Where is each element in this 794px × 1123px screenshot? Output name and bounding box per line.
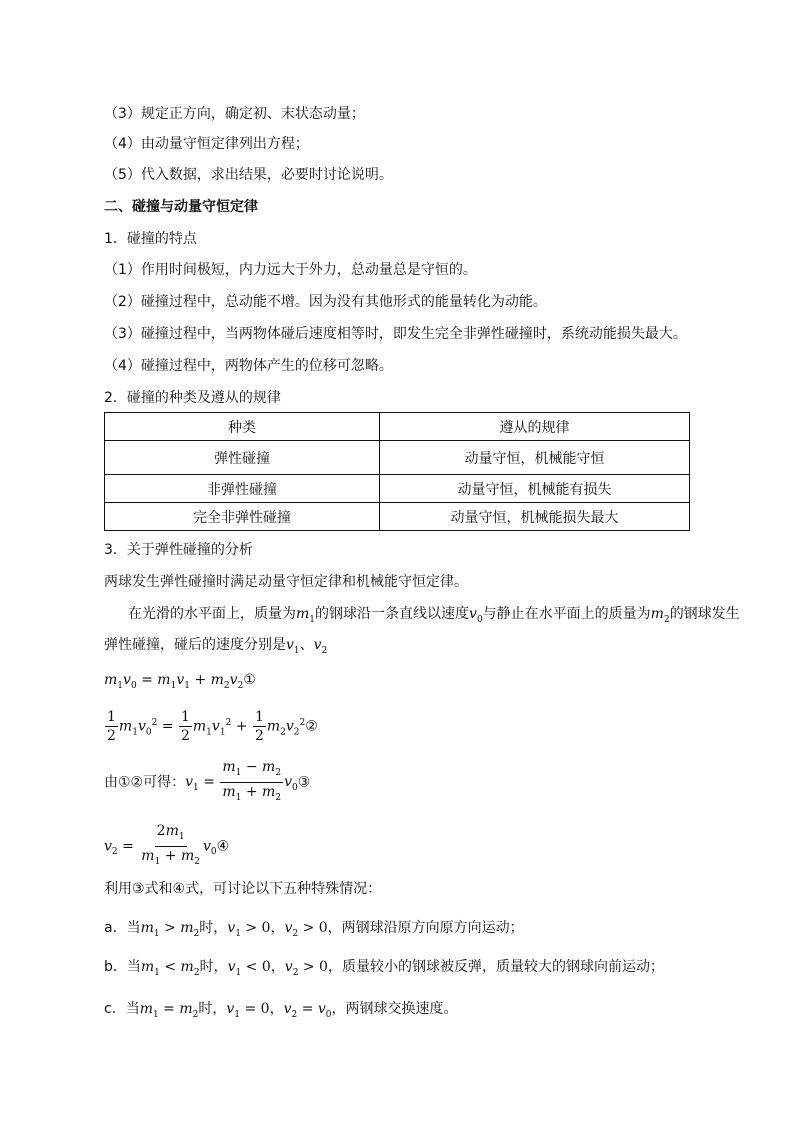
table-header-row xyxy=(105,413,690,441)
equation-v1: 由①②可得：$v_1$ = $\frac{m_1 - m_2}{m_1 + m_2}$ $v_0③$ xyxy=(104,759,311,803)
case-b: b．当$m_1 < m_2$时，$v_1 < 0$，$v_2 > 0$，质量较小的钢球被反弹，质量较大的钢球向前运动； xyxy=(104,959,664,978)
symbol-v0: $v_0$ xyxy=(469,606,483,625)
collision-types-table xyxy=(104,412,690,531)
section-title: 二、碰撞与动量守恒定律 xyxy=(104,199,258,215)
symbol-m1: $m_1$ xyxy=(296,606,316,625)
equation-v2: $v_2$ = $\frac{2m_1}{m_1 + m_2}$ $v_0④$ xyxy=(104,823,230,867)
case-a: a．当$m_1 > m_2$时，$v_1 > 0$，$v_2 > 0$，两钢球沿原方向原方向运动； xyxy=(104,920,524,939)
table-header-rule: 遵从的规律 xyxy=(380,413,690,441)
table-header-type: 种类 xyxy=(105,413,380,441)
setup-line-1: 在光滑的水平面上，质量为$m_1$的钢球沿一条直线以速度$v_0$与静止在水平面上的质量为$m_2$的钢球发生 xyxy=(128,606,740,625)
subsection-title-3: 3．关于弹性碰撞的分析 xyxy=(104,542,253,558)
feature-item-3: （3）碰撞过程中，当两物体碰后速度相等时，即发生完全非弹性碰撞时，系统动能损失最大。 xyxy=(104,326,687,342)
table-cell-rule: 动量守恒，机械能有损失 xyxy=(380,475,690,503)
mark-1: ① xyxy=(243,672,256,688)
table-cell-rule: 动量守恒，机械能守恒 xyxy=(380,441,690,475)
table-cell-type: 完全非弹性碰撞 xyxy=(105,503,380,531)
feature-item-2: （2）碰撞过程中，总动能不增。因为没有其他形式的能量转化为动能。 xyxy=(104,294,547,310)
table-row xyxy=(105,503,690,531)
mark-4: ④ xyxy=(216,838,230,855)
table-cell-type: 弹性碰撞 xyxy=(105,441,380,475)
discussion-intro: 利用③式和④式，可讨论以下五种特殊情况： xyxy=(104,881,382,897)
mark-3: ③ xyxy=(297,774,311,791)
setup-line-2: 弹性碰撞，碰后的速度分别是$v_1$、$v_2$ xyxy=(104,637,328,656)
table-row xyxy=(105,475,690,503)
symbol-m2: $m_2$ xyxy=(650,606,670,625)
step-5: （5）代入数据，求出结果，必要时讨论说明。 xyxy=(104,167,393,183)
table-cell-type: 非弹性碰撞 xyxy=(105,475,380,503)
feature-item-1: （1）作用时间极短，内力远大于外力，总动量总是守恒的。 xyxy=(104,262,477,278)
table-row xyxy=(105,441,690,475)
feature-item-4: （4）碰撞过程中，两物体产生的位移可忽略。 xyxy=(104,358,393,374)
equation-momentum: $m_1v_0 = m_1v_1$ + $m_2v_2①$ xyxy=(104,672,256,691)
equation-energy: $\frac{1}{2}$ $m_1v_0^2$ = $\frac{1}{2}$ $m_1v_1^2$ + $\frac{1}{2}$ $m_2v_2^2②$ xyxy=(107,709,318,745)
step-4: （4）由动量守恒定律列出方程； xyxy=(104,136,309,152)
mark-2: ② xyxy=(305,718,318,735)
elastic-intro: 两球发生弹性碰撞时满足动量守恒定律和机械能守恒定律。 xyxy=(104,574,468,590)
subsection-title-2: 2．碰撞的种类及遵从的规律 xyxy=(104,390,281,406)
case-c: c．当$m_1 = m_2$时，$v_1 = 0$，$v_2 = v_0$，两钢球交换速度。 xyxy=(104,1001,458,1020)
subsection-title-1: 1．碰撞的特点 xyxy=(104,231,197,247)
step-3: （3）规定正方向，确定初、末状态动量； xyxy=(104,106,365,122)
table-cell-rule: 动量守恒，机械能损失最大 xyxy=(380,503,690,531)
